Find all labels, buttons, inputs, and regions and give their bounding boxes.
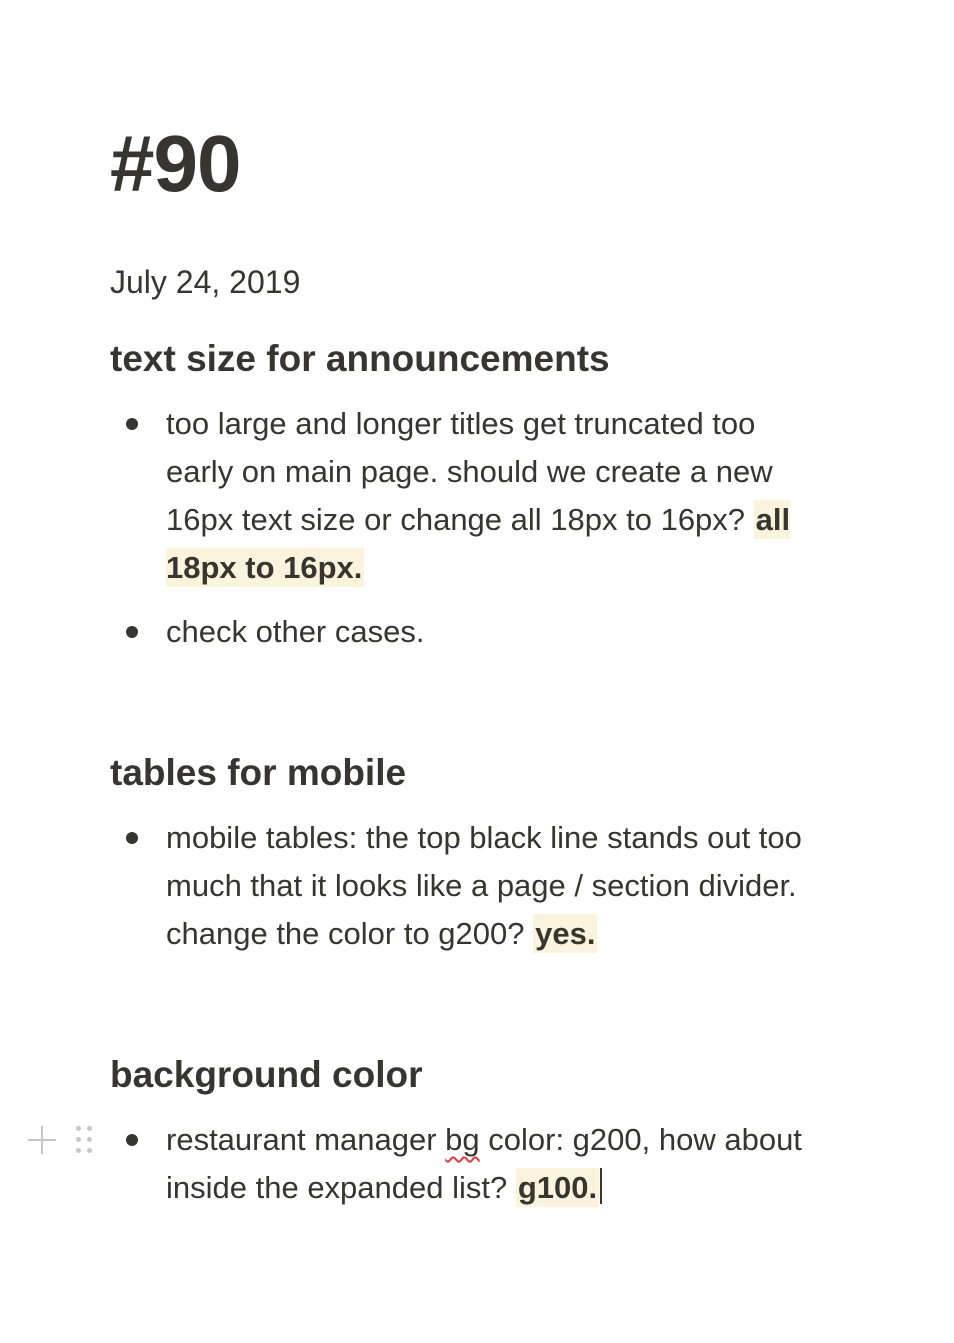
add-block-icon[interactable] (28, 1126, 56, 1154)
page-title[interactable]: #90 (110, 119, 241, 208)
text-cursor (600, 1168, 602, 1204)
highlighted-answer: g100. (517, 1170, 598, 1205)
bullet-icon (126, 1134, 138, 1146)
list-item-text: mobile tables: the top black line stands out too much that it looks like a page / section divider. change the color to g200? (166, 820, 802, 951)
list-item-text: check other cases. (166, 614, 425, 649)
bullet-icon (126, 832, 138, 844)
list-item-text-before: restaurant manager (166, 1122, 446, 1157)
page-date[interactable]: July 24, 2019 (110, 264, 301, 300)
highlighted-answer: all 18px to 16px. (166, 502, 791, 585)
bullet-list-tables (110, 814, 830, 974)
list-item[interactable] (110, 814, 830, 958)
block-controls (24, 1120, 104, 1160)
section-heading-background[interactable]: background color (110, 1054, 423, 1095)
bullet-list-text-size (110, 400, 830, 672)
list-item-text-after: color: g200, how about inside the expanded list? (166, 1122, 802, 1205)
section-heading-tables[interactable]: tables for mobile (110, 752, 407, 793)
drag-handle-icon[interactable] (74, 1124, 94, 1154)
bullet-icon (126, 418, 138, 430)
list-item-text: too large and longer titles get truncated too early on main page. should we create a new 16px text size or change all 18px to 16px? (166, 406, 773, 537)
list-item[interactable] (110, 608, 830, 656)
list-item-active[interactable] (110, 1116, 830, 1212)
bullet-icon (126, 626, 138, 638)
highlighted-answer: yes. (535, 916, 596, 951)
misspelled-word[interactable]: bg (445, 1122, 480, 1157)
list-item[interactable] (110, 400, 830, 592)
section-heading-text-size[interactable]: text size for announcements (110, 338, 610, 379)
bullet-list-background (110, 1116, 830, 1228)
